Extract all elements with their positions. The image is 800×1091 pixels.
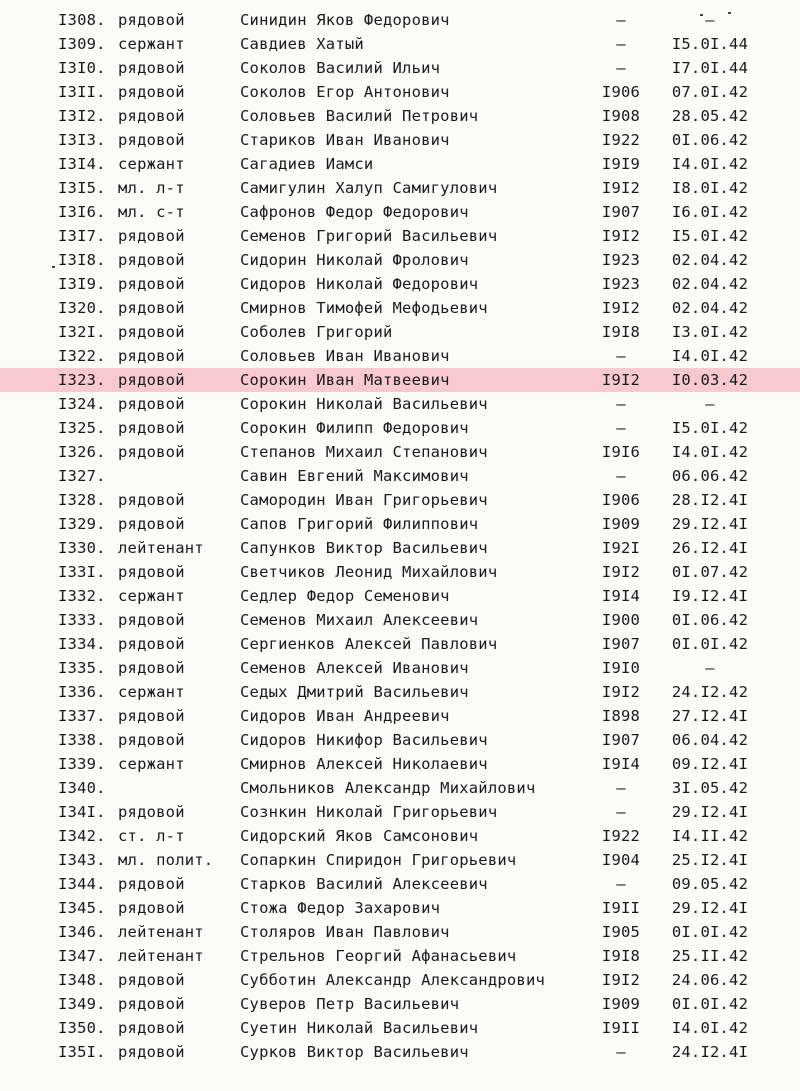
- row-rank: сержант: [118, 755, 185, 773]
- row-date: 0I.06.42: [671, 611, 749, 629]
- row-date: I7.0I.44: [671, 59, 749, 77]
- row-date: 09.05.42: [671, 875, 749, 893]
- list-row: [0, 8, 800, 32]
- row-name: Соколов Василий Ильич: [240, 59, 441, 77]
- list-row: [0, 944, 800, 968]
- list-row: [0, 296, 800, 320]
- list-row: [0, 848, 800, 872]
- list-row: [0, 320, 800, 344]
- list-row-highlighted: [0, 368, 800, 392]
- row-name: Самигулин Халуп Самигулович: [240, 179, 498, 197]
- row-rank: рядовой: [118, 731, 185, 749]
- row-date: 02.04.42: [671, 299, 749, 317]
- row-rank: рядовой: [118, 707, 185, 725]
- row-name: Савин Евгений Максимович: [240, 467, 469, 485]
- row-num: I330.: [58, 539, 106, 557]
- row-num: I339.: [58, 755, 106, 773]
- list-row: [0, 488, 800, 512]
- list-row: [0, 512, 800, 536]
- row-year: I9I2: [601, 299, 641, 317]
- row-rank: лейтенант: [118, 947, 204, 965]
- ink-speck: [728, 12, 731, 14]
- list-row: [0, 344, 800, 368]
- row-rank: рядовой: [118, 131, 185, 149]
- row-date: I5.0I.42: [671, 419, 749, 437]
- list-row: [0, 1016, 800, 1040]
- row-year: I9I0: [601, 659, 641, 677]
- row-year: I898: [601, 707, 641, 725]
- row-year: –: [616, 1043, 626, 1061]
- row-num: I332.: [58, 587, 106, 605]
- row-num: I3II.: [58, 83, 106, 101]
- row-date: 07.0I.42: [671, 83, 749, 101]
- row-date: –: [705, 11, 715, 29]
- row-year: I909: [601, 995, 641, 1013]
- row-rank: рядовой: [118, 515, 185, 533]
- list-row: [0, 1040, 800, 1064]
- row-date: I6.0I.42: [671, 203, 749, 221]
- list-row: [0, 176, 800, 200]
- row-year: I9I2: [601, 371, 641, 389]
- row-date: 26.I2.4I: [671, 539, 749, 557]
- row-rank: рядовой: [118, 227, 185, 245]
- row-date: 0I.0I.42: [671, 995, 749, 1013]
- row-year: I9I2: [601, 563, 641, 581]
- list-row: [0, 776, 800, 800]
- row-name: Сидоров Никифор Васильевич: [240, 731, 488, 749]
- list-row: [0, 560, 800, 584]
- row-date: I4.II.42: [671, 827, 749, 845]
- row-year: I9I9: [601, 155, 641, 173]
- row-rank: рядовой: [118, 635, 185, 653]
- row-date: 24.I2.4I: [671, 1043, 749, 1061]
- row-rank: сержант: [118, 155, 185, 173]
- row-name: Седых Дмитрий Васильевич: [240, 683, 469, 701]
- row-year: I9I2: [601, 227, 641, 245]
- row-year: –: [616, 467, 626, 485]
- row-num: I3I0.: [58, 59, 106, 77]
- row-date: 0I.0I.42: [671, 635, 749, 653]
- row-name: Сурков Виктор Васильевич: [240, 1043, 469, 1061]
- row-name: Сидорский Яков Самсонович: [240, 827, 479, 845]
- row-rank: сержант: [118, 683, 185, 701]
- list-row: [0, 224, 800, 248]
- list-row: [0, 656, 800, 680]
- row-num: I35I.: [58, 1043, 106, 1061]
- row-num: I342.: [58, 827, 106, 845]
- row-year: I92I: [601, 539, 641, 557]
- row-rank: рядовой: [118, 1043, 185, 1061]
- list-row: [0, 152, 800, 176]
- row-rank: рядовой: [118, 659, 185, 677]
- row-rank: рядовой: [118, 995, 185, 1013]
- row-year: I9II: [601, 899, 641, 917]
- row-name: Сидоров Иван Андреевич: [240, 707, 450, 725]
- row-num: I334.: [58, 635, 106, 653]
- list-row: [0, 752, 800, 776]
- list-row: [0, 920, 800, 944]
- list-row: [0, 632, 800, 656]
- row-name: Сидоров Николай Федорович: [240, 275, 479, 293]
- row-name: Соловьев Василий Петрович: [240, 107, 479, 125]
- list-row: [0, 824, 800, 848]
- row-year: I9I2: [601, 683, 641, 701]
- row-year: I9I4: [601, 755, 641, 773]
- row-rank: рядовой: [118, 443, 185, 461]
- list-row: [0, 680, 800, 704]
- row-rank: рядовой: [118, 899, 185, 917]
- list-row: [0, 968, 800, 992]
- row-year: I907: [601, 635, 641, 653]
- row-date: 28.05.42: [671, 107, 749, 125]
- row-year: I923: [601, 251, 641, 269]
- row-name: Светчиков Леонид Михайлович: [240, 563, 498, 581]
- row-year: I9I2: [601, 971, 641, 989]
- row-year: I905: [601, 923, 641, 941]
- row-name: Соколов Егор Антонович: [240, 83, 450, 101]
- row-date: 25.II.42: [671, 947, 749, 965]
- row-year: –: [616, 347, 626, 365]
- row-name: Соболев Григорий: [240, 323, 393, 341]
- row-name: Сорокин Филипп Федорович: [240, 419, 469, 437]
- row-rank: рядовой: [118, 323, 185, 341]
- row-num: I343.: [58, 851, 106, 869]
- list-row: [0, 800, 800, 824]
- row-rank: рядовой: [118, 107, 185, 125]
- row-year: I923: [601, 275, 641, 293]
- row-rank: рядовой: [118, 347, 185, 365]
- row-name: Сорокин Иван Матвеевич: [240, 371, 450, 389]
- row-num: I320.: [58, 299, 106, 317]
- list-row: [0, 392, 800, 416]
- row-year: I908: [601, 107, 641, 125]
- row-date: 29.I2.4I: [671, 899, 749, 917]
- row-year: I906: [601, 491, 641, 509]
- row-year: I9I4: [601, 587, 641, 605]
- row-num: I338.: [58, 731, 106, 749]
- row-rank: рядовой: [118, 371, 185, 389]
- row-name: Старков Василий Алексеевич: [240, 875, 488, 893]
- row-name: Стожа Федор Захарович: [240, 899, 441, 917]
- row-name: Седлер Федор Семенович: [240, 587, 450, 605]
- row-date: 09.I2.4I: [671, 755, 749, 773]
- row-date: I8.0I.42: [671, 179, 749, 197]
- row-year: I9I2: [601, 179, 641, 197]
- row-year: I9I8: [601, 947, 641, 965]
- row-rank: лейтенант: [118, 923, 204, 941]
- row-num: I3I9.: [58, 275, 106, 293]
- row-name: Сидорин Николай Фролович: [240, 251, 469, 269]
- list-row: [0, 872, 800, 896]
- row-rank: рядовой: [118, 275, 185, 293]
- row-num: I347.: [58, 947, 106, 965]
- list-row: [0, 80, 800, 104]
- list-row: [0, 200, 800, 224]
- row-num: I340.: [58, 779, 106, 797]
- list-row: [0, 32, 800, 56]
- list-row: [0, 128, 800, 152]
- row-name: Савдиев Хатый: [240, 35, 364, 53]
- row-name: Семенов Алексей Иванович: [240, 659, 469, 677]
- row-year: I906: [601, 83, 641, 101]
- list-row: [0, 896, 800, 920]
- row-name: Синидин Яков Федорович: [240, 11, 450, 29]
- list-row: [0, 728, 800, 752]
- row-year: –: [616, 11, 626, 29]
- row-name: Сапунков Виктор Васильевич: [240, 539, 488, 557]
- row-name: Сергиенков Алексей Павлович: [240, 635, 498, 653]
- row-rank: рядовой: [118, 611, 185, 629]
- row-rank: сержант: [118, 587, 185, 605]
- row-date: 02.04.42: [671, 251, 749, 269]
- row-num: I346.: [58, 923, 106, 941]
- row-date: I4.0I.42: [671, 443, 749, 461]
- list-row: [0, 584, 800, 608]
- row-year: I907: [601, 203, 641, 221]
- row-num: I308.: [58, 11, 106, 29]
- row-date: 02.04.42: [671, 275, 749, 293]
- row-num: I337.: [58, 707, 106, 725]
- row-year: I909: [601, 515, 641, 533]
- list-row: [0, 440, 800, 464]
- row-name: Сорокин Николай Васильевич: [240, 395, 488, 413]
- row-num: I3I3.: [58, 131, 106, 149]
- row-num: I324.: [58, 395, 106, 413]
- row-num: I329.: [58, 515, 106, 533]
- row-num: I3I6.: [58, 203, 106, 221]
- row-num: I33I.: [58, 563, 106, 581]
- row-year: –: [616, 35, 626, 53]
- row-rank: сержант: [118, 35, 185, 53]
- row-num: I323.: [58, 371, 106, 389]
- row-date: I0.03.42: [671, 371, 749, 389]
- row-date: I3.0I.42: [671, 323, 749, 341]
- row-year: –: [616, 419, 626, 437]
- row-num: I328.: [58, 491, 106, 509]
- row-date: 0I.0I.42: [671, 923, 749, 941]
- row-rank: мл. с-т: [118, 203, 185, 221]
- row-name: Сопаркин Спиридон Григорьевич: [240, 851, 517, 869]
- row-year: I9I6: [601, 443, 641, 461]
- row-year: I9II: [601, 1019, 641, 1037]
- row-name: Суетин Николай Васильевич: [240, 1019, 479, 1037]
- row-num: I349.: [58, 995, 106, 1013]
- row-date: –: [705, 659, 715, 677]
- row-name: Субботин Александр Александрович: [240, 971, 546, 989]
- row-num: I32I.: [58, 323, 106, 341]
- row-year: –: [616, 803, 626, 821]
- row-year: I922: [601, 131, 641, 149]
- row-date: 29.I2.4I: [671, 515, 749, 533]
- row-num: I335.: [58, 659, 106, 677]
- row-date: 25.I2.4I: [671, 851, 749, 869]
- list-row: [0, 608, 800, 632]
- row-name: Сафронов Федор Федорович: [240, 203, 469, 221]
- row-year: –: [616, 779, 626, 797]
- row-rank: лейтенант: [118, 539, 204, 557]
- row-rank: рядовой: [118, 395, 185, 413]
- row-name: Смольников Александр Михайлович: [240, 779, 536, 797]
- row-num: I333.: [58, 611, 106, 629]
- row-name: Самородин Иван Григорьевич: [240, 491, 488, 509]
- row-year: –: [616, 875, 626, 893]
- row-name: Стрельнов Георгий Афанасьевич: [240, 947, 517, 965]
- row-name: Степанов Михаил Степанович: [240, 443, 488, 461]
- row-num: I327.: [58, 467, 106, 485]
- row-rank: рядовой: [118, 251, 185, 269]
- row-num: I309.: [58, 35, 106, 53]
- row-date: 24.06.42: [671, 971, 749, 989]
- row-date: 0I.06.42: [671, 131, 749, 149]
- ink-speck: [700, 14, 703, 16]
- list-row: [0, 704, 800, 728]
- row-num: I350.: [58, 1019, 106, 1037]
- row-rank: рядовой: [118, 971, 185, 989]
- row-rank: рядовой: [118, 83, 185, 101]
- row-num: I34I.: [58, 803, 106, 821]
- row-rank: рядовой: [118, 563, 185, 581]
- row-rank: рядовой: [118, 803, 185, 821]
- row-num: I336.: [58, 683, 106, 701]
- row-year: –: [616, 59, 626, 77]
- row-date: 28.I2.4I: [671, 491, 749, 509]
- row-num: I348.: [58, 971, 106, 989]
- list-row: [0, 56, 800, 80]
- row-name: Сознкин Николай Григорьевич: [240, 803, 498, 821]
- row-rank: рядовой: [118, 419, 185, 437]
- row-rank: рядовой: [118, 1019, 185, 1037]
- row-year: I900: [601, 611, 641, 629]
- row-name: Соловьев Иван Иванович: [240, 347, 450, 365]
- row-rank: ст. л-т: [118, 827, 185, 845]
- row-num: I3I8.: [58, 251, 106, 269]
- list-row: [0, 104, 800, 128]
- row-year: I922: [601, 827, 641, 845]
- personnel-list: [0, 8, 800, 1064]
- row-num: I344.: [58, 875, 106, 893]
- row-date: 29.I2.4I: [671, 803, 749, 821]
- row-name: Суверов Петр Васильевич: [240, 995, 460, 1013]
- row-rank: рядовой: [118, 59, 185, 77]
- row-year: –: [616, 395, 626, 413]
- list-row: [0, 464, 800, 488]
- row-rank: мл. л-т: [118, 179, 185, 197]
- row-name: Стариков Иван Иванович: [240, 131, 450, 149]
- row-date: 27.I2.4I: [671, 707, 749, 725]
- row-date: I5.0I.44: [671, 35, 749, 53]
- row-year: I904: [601, 851, 641, 869]
- row-date: I4.0I.42: [671, 347, 749, 365]
- row-date: I4.0I.42: [671, 155, 749, 173]
- row-rank: рядовой: [118, 491, 185, 509]
- row-num: I322.: [58, 347, 106, 365]
- row-date: 24.I2.42: [671, 683, 749, 701]
- row-num: I3I7.: [58, 227, 106, 245]
- row-rank: мл. полит.: [118, 851, 214, 869]
- list-row: [0, 536, 800, 560]
- row-num: I3I2.: [58, 107, 106, 125]
- row-num: I3I5.: [58, 179, 106, 197]
- row-num: I345.: [58, 899, 106, 917]
- row-date: 0I.07.42: [671, 563, 749, 581]
- row-rank: рядовой: [118, 875, 185, 893]
- ink-speck: [52, 266, 55, 268]
- row-name: Семенов Михаил Алексеевич: [240, 611, 479, 629]
- row-date: I4.0I.42: [671, 1019, 749, 1037]
- row-rank: рядовой: [118, 299, 185, 317]
- row-year: I9I8: [601, 323, 641, 341]
- row-num: I3I4.: [58, 155, 106, 173]
- list-row: [0, 272, 800, 296]
- row-name: Смирнов Тимофей Мефодьевич: [240, 299, 488, 317]
- row-num: I326.: [58, 443, 106, 461]
- row-date: I9.I2.4I: [671, 587, 749, 605]
- row-rank: рядовой: [118, 11, 185, 29]
- list-row: [0, 992, 800, 1016]
- row-date: I5.0I.42: [671, 227, 749, 245]
- row-date: 06.06.42: [671, 467, 749, 485]
- row-date: –: [705, 395, 715, 413]
- row-num: I325.: [58, 419, 106, 437]
- row-date: 3I.05.42: [671, 779, 749, 797]
- row-year: I907: [601, 731, 641, 749]
- row-name: Семенов Григорий Васильевич: [240, 227, 498, 245]
- list-row: [0, 416, 800, 440]
- row-name: Столяров Иван Павлович: [240, 923, 450, 941]
- row-name: Сапов Григорий Филиппович: [240, 515, 479, 533]
- list-row: [0, 248, 800, 272]
- row-name: Смирнов Алексей Николаевич: [240, 755, 488, 773]
- row-date: 06.04.42: [671, 731, 749, 749]
- row-name: Сагадиев Иамси: [240, 155, 374, 173]
